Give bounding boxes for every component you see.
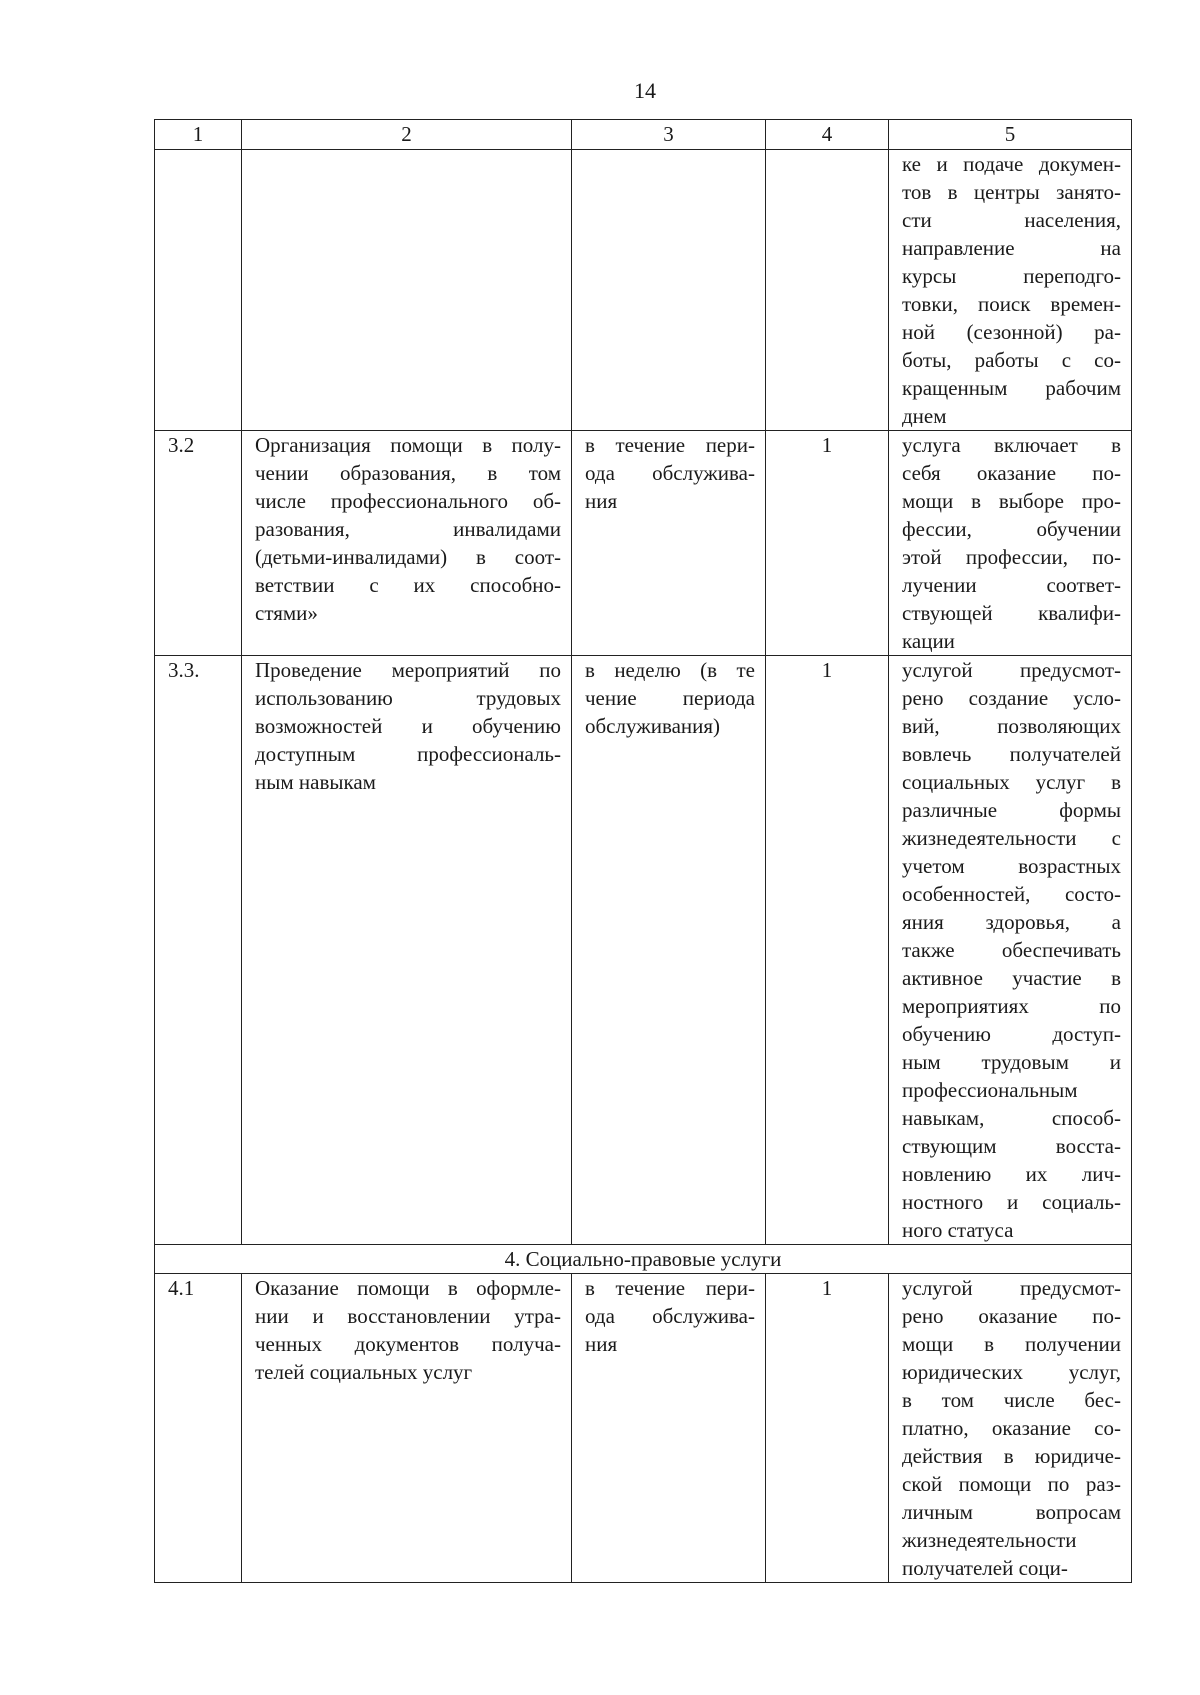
- service-period-line: ода обслужива-: [585, 1304, 755, 1328]
- service-description-line: лучении соответ-: [902, 573, 1121, 597]
- service-description-line: услугой предусмот-: [902, 658, 1121, 682]
- column-number: 1: [155, 120, 242, 150]
- service-description-line: мощи в получении: [902, 1332, 1121, 1356]
- table-row: [155, 150, 1132, 431]
- service-description-line: учетом возрастных: [902, 854, 1121, 878]
- row-number: 3.2: [155, 431, 242, 656]
- services-table: [154, 119, 1132, 1583]
- column-number-row: [155, 120, 1132, 150]
- service-period-line: чение периода: [585, 686, 755, 710]
- service-period-line: ода обслужива-: [585, 461, 755, 485]
- service-description-line: фессии, обучении: [902, 517, 1121, 541]
- column-number: 2: [242, 120, 572, 150]
- service-description-line: жизнедеятельности с: [902, 826, 1121, 850]
- service-description-line: мероприятиях по: [902, 994, 1121, 1018]
- service-period-line: в неделю (в те: [585, 658, 755, 682]
- service-name-line: нии и восстановлении утра-: [255, 1304, 561, 1328]
- service-period-line: обслуживания): [585, 714, 721, 738]
- service-description-line: получателей соци-: [902, 1556, 1068, 1580]
- column-number: 5: [889, 120, 1132, 150]
- service-name-line: чении образования, в том: [255, 461, 561, 485]
- service-name: [242, 150, 572, 431]
- service-name-line: ветствии с их способно-: [255, 573, 561, 597]
- service-name-line: (детьми-инвалидами) в соот-: [255, 545, 561, 569]
- service-description-line: рено создание усло-: [902, 686, 1121, 710]
- service-quantity: [766, 150, 889, 431]
- service-name-line: числе профессионального об-: [255, 489, 561, 513]
- service-description-line: социальных услуг в: [902, 770, 1121, 794]
- service-description-line: услуга включает в: [902, 433, 1121, 457]
- service-description-line: действия в юридиче-: [902, 1444, 1121, 1468]
- service-description-line: тов в центры занято-: [902, 180, 1121, 204]
- service-description-line: кращенным рабочим: [902, 376, 1121, 400]
- service-name-line: использованию трудовых: [255, 686, 561, 710]
- service-description-line: этой профессии, по-: [902, 545, 1121, 569]
- service-description-line: курсы переподго-: [902, 264, 1121, 288]
- page-number: 14: [634, 78, 656, 103]
- row-number: 3.3.: [155, 656, 242, 1245]
- section-header-row: [155, 1245, 1132, 1274]
- service-description: [889, 1274, 1132, 1583]
- service-description-line: платно, оказание со-: [902, 1416, 1121, 1440]
- service-period: [572, 150, 766, 431]
- service-period: [572, 431, 766, 656]
- service-name-line: Оказание помощи в оформле-: [255, 1276, 561, 1300]
- column-number: 3: [572, 120, 766, 150]
- service-description-line: вий, позволяющих: [902, 714, 1121, 738]
- service-description-line: обучению доступ-: [902, 1022, 1121, 1046]
- service-description-line: новлению их лич-: [902, 1162, 1121, 1186]
- service-description-line: сти населения,: [902, 208, 1121, 232]
- service-name: [242, 1274, 572, 1583]
- service-description-line: также обеспечивать: [902, 938, 1121, 962]
- service-description-line: услугой предусмот-: [902, 1276, 1121, 1300]
- service-name-line: Проведение мероприятий по: [255, 658, 561, 682]
- service-description-line: ствующей квалифи-: [902, 601, 1121, 625]
- service-period: [572, 656, 766, 1245]
- service-name-line: разования, инвалидами: [255, 517, 561, 541]
- service-description-line: личным вопросам: [902, 1500, 1121, 1524]
- service-name-line: ным навыкам: [255, 770, 376, 794]
- service-period-line: ния: [585, 1332, 618, 1356]
- service-name-line: доступным профессиональ-: [255, 742, 561, 766]
- service-description: [889, 431, 1132, 656]
- service-description-line: ным трудовым и: [902, 1050, 1121, 1074]
- row-number: [155, 150, 242, 431]
- service-description-line: боты, работы с со-: [902, 348, 1121, 372]
- service-quantity: 1: [766, 1274, 889, 1583]
- service-description-line: днем: [902, 404, 947, 428]
- service-description: [889, 150, 1132, 431]
- service-description-line: активное участие в: [902, 966, 1121, 990]
- service-description-line: ной (сезонной) ра-: [902, 320, 1121, 344]
- table-row: [155, 1274, 1132, 1583]
- service-description-line: ской помощи по раз-: [902, 1472, 1121, 1496]
- service-description-line: ного статуса: [902, 1218, 1014, 1242]
- section-title: 4. Социально-правовые услуги: [155, 1245, 1132, 1274]
- service-name-line: Организация помощи в полу-: [255, 433, 561, 457]
- service-quantity: 1: [766, 656, 889, 1245]
- service-period-line: в течение пери-: [585, 1276, 755, 1300]
- table-row: [155, 431, 1132, 656]
- service-description-line: юридических услуг,: [902, 1360, 1121, 1384]
- service-description-line: рено оказание по-: [902, 1304, 1121, 1328]
- service-description-line: ствующим восста-: [902, 1134, 1121, 1158]
- service-description-line: особенностей, состо-: [902, 882, 1121, 906]
- service-description-line: в том числе бес-: [902, 1388, 1121, 1412]
- service-description-line: жизнедеятельности: [902, 1528, 1077, 1552]
- service-description-line: вовлечь получателей: [902, 742, 1121, 766]
- service-name-line: стями»: [255, 601, 318, 625]
- service-name-line: телей социальных услуг: [255, 1360, 473, 1384]
- service-description-line: навыкам, способ-: [902, 1106, 1121, 1130]
- service-description: [889, 656, 1132, 1245]
- service-description-line: кации: [902, 629, 955, 653]
- service-description-line: ностного и социаль-: [902, 1190, 1121, 1214]
- service-quantity: 1: [766, 431, 889, 656]
- service-description-line: ке и подаче докумен-: [902, 152, 1121, 176]
- service-description-line: направление на: [902, 236, 1121, 260]
- service-period: [572, 1274, 766, 1583]
- service-name-line: возможностей и обучению: [255, 714, 561, 738]
- service-description-line: товки, поиск времен-: [902, 292, 1121, 316]
- row-number: 4.1: [155, 1274, 242, 1583]
- service-period-line: ния: [585, 489, 618, 513]
- service-description-line: себя оказание по-: [902, 461, 1121, 485]
- service-description-line: мощи в выборе про-: [902, 489, 1121, 513]
- service-description-line: профессиональным: [902, 1078, 1078, 1102]
- service-description-line: яния здоровья, а: [902, 910, 1121, 934]
- table-row: [155, 656, 1132, 1245]
- service-name-line: ченных документов получа-: [255, 1332, 561, 1356]
- service-period-line: в течение пери-: [585, 433, 755, 457]
- service-description-line: различные формы: [902, 798, 1121, 822]
- column-number: 4: [766, 120, 889, 150]
- service-name: [242, 431, 572, 656]
- service-name: [242, 656, 572, 1245]
